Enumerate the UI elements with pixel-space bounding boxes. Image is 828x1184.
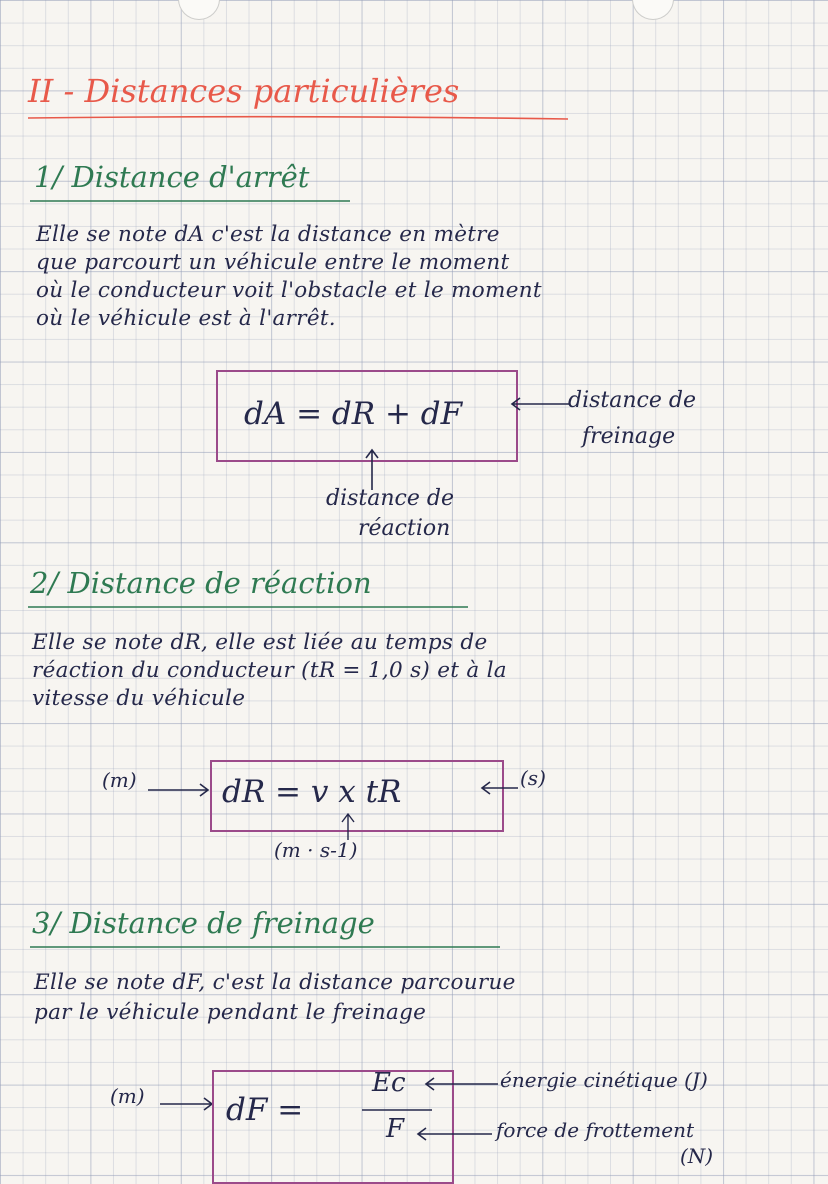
arrow-left-2: [148, 780, 212, 800]
section-1-line-4: où le véhicule est à l'arrêt.: [36, 306, 336, 331]
arrow-to-friction-force: [410, 1124, 494, 1144]
label-reaction-distance-1: distance de: [326, 486, 454, 511]
section-2-heading: 2/ Distance de réaction: [30, 566, 372, 600]
section-3-underline: [30, 944, 500, 950]
section-3-line-1: Elle se note dF, c'est la distance parcourue: [34, 970, 516, 995]
unit-left-m-2: (m): [102, 768, 137, 792]
section-1-heading: 1/ Distance d'arrêt: [34, 160, 310, 194]
section-2-underline: [28, 604, 468, 610]
binder-hole: [632, 0, 674, 20]
arrow-left-3: [160, 1094, 216, 1114]
section-3-heading: 3/ Distance de freinage: [32, 906, 375, 940]
formula-reaction-distance: dR = v x tR: [222, 774, 402, 810]
formula-numerator: Ec: [372, 1068, 406, 1098]
arrow-to-braking: [492, 396, 572, 416]
label-reaction-distance-2: réaction: [358, 516, 451, 541]
section-2-line-3: vitesse du véhicule: [32, 686, 246, 711]
section-1-line-2: que parcourt un véhicule entre le moment: [36, 250, 510, 275]
formula-denominator: F: [386, 1114, 405, 1144]
arrow-right-2: [476, 778, 520, 798]
unit-below-2: (m · s-1): [274, 838, 358, 862]
unit-right-s-2: (s): [520, 766, 546, 790]
label-friction-force: force de frottement: [496, 1118, 695, 1142]
title-underline: [28, 114, 568, 122]
fraction-bar: [362, 1108, 432, 1112]
binder-hole: [178, 0, 220, 20]
section-1-line-3: où le conducteur voit l'obstacle et le moment: [36, 278, 542, 303]
unit-left-m-3: (m): [110, 1084, 145, 1108]
label-friction-unit: (N): [680, 1144, 714, 1168]
section-3-line-2: par le véhicule pendant le freinage: [34, 1000, 427, 1025]
section-2-line-2: réaction du conducteur (tR = 1,0 s) et à la: [32, 658, 507, 683]
label-kinetic-energy: énergie cinétique (J): [500, 1068, 708, 1092]
arrow-to-kinetic-energy: [418, 1074, 500, 1094]
formula-braking-distance-left: dF =: [226, 1092, 304, 1128]
label-braking-distance-1: distance de: [568, 388, 696, 413]
section-2-line-1: Elle se note dR, elle est liée au temps de: [32, 630, 488, 655]
formula-stopping-distance: dA = dR + dF: [244, 396, 463, 432]
label-braking-distance-2: freinage: [582, 424, 676, 449]
section-1-underline: [30, 198, 350, 204]
page-title: II - Distances particulières: [28, 72, 460, 110]
section-1-line-1: Elle se note dA c'est la distance en mètre: [36, 222, 500, 247]
